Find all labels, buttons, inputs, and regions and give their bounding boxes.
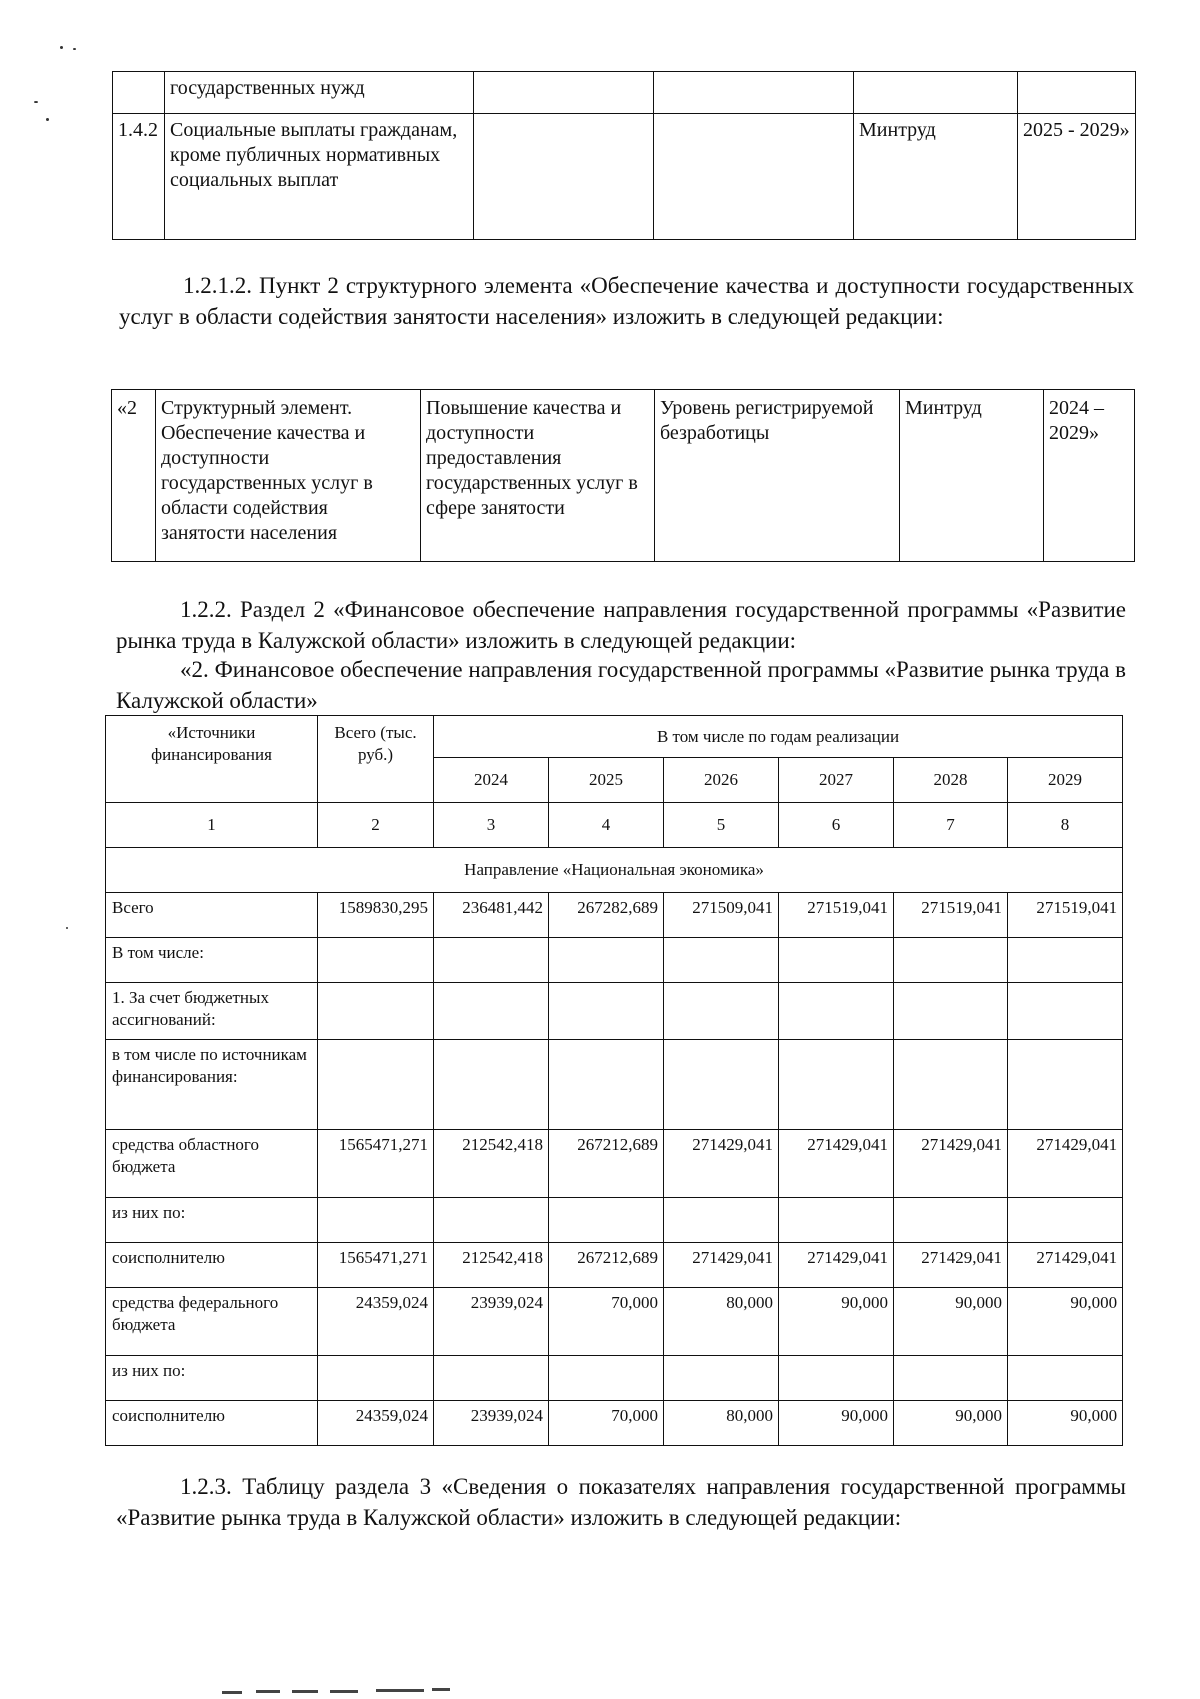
year-header: 2025 <box>549 758 664 803</box>
value-cell: 80,000 <box>664 1288 779 1356</box>
value-cell <box>434 1198 549 1243</box>
value-cell: 70,000 <box>549 1401 664 1446</box>
indicator-cell: Уровень регистрируемой безработицы <box>655 390 900 562</box>
table-cell <box>474 114 654 240</box>
table-row <box>106 1401 1123 1446</box>
value-cell: 90,000 <box>779 1401 894 1446</box>
value-cell <box>434 1356 549 1401</box>
value-cell <box>664 1356 779 1401</box>
value-cell <box>1008 1040 1123 1130</box>
table-row <box>106 1288 1123 1356</box>
value-cell: 267282,689 <box>549 893 664 938</box>
value-cell <box>664 938 779 983</box>
value-cell <box>894 938 1008 983</box>
value-cell: 1565471,271 <box>318 1130 434 1198</box>
value-cell <box>779 938 894 983</box>
table-row <box>113 72 1136 114</box>
structural-element-table <box>111 389 1135 562</box>
value-cell: 271429,041 <box>664 1130 779 1198</box>
value-cell: 212542,418 <box>434 1243 549 1288</box>
value-cell: 1589830,295 <box>318 893 434 938</box>
scan-mark <box>222 1691 242 1694</box>
period-cell: 2024 – 2029» <box>1044 390 1135 562</box>
scan-speck <box>66 927 68 929</box>
year-header: 2024 <box>434 758 549 803</box>
value-cell: 271429,041 <box>779 1243 894 1288</box>
value-cell <box>318 1198 434 1243</box>
scan-mark <box>432 1688 450 1691</box>
row-label: из них по: <box>106 1356 318 1401</box>
value-cell <box>894 983 1008 1040</box>
value-cell: 271429,041 <box>779 1130 894 1198</box>
scan-mark <box>256 1690 280 1693</box>
table-cell <box>654 72 854 114</box>
value-cell: 271429,041 <box>894 1243 1008 1288</box>
row-label: средства федерального бюджета <box>106 1288 318 1356</box>
scan-speck <box>46 118 49 121</box>
value-cell: 90,000 <box>894 1401 1008 1446</box>
value-cell: 23939,024 <box>434 1288 549 1356</box>
value-cell <box>1008 1198 1123 1243</box>
value-cell: 271429,041 <box>1008 1130 1123 1198</box>
table-cell <box>654 114 854 240</box>
column-number: 1 <box>106 803 318 848</box>
header-years-group: В том числе по годам реализации <box>434 716 1123 758</box>
value-cell: 271519,041 <box>779 893 894 938</box>
value-cell <box>664 1040 779 1130</box>
value-cell: 23939,024 <box>434 1401 549 1446</box>
table-cell <box>474 72 654 114</box>
row-label: В том числе: <box>106 938 318 983</box>
column-number: 3 <box>434 803 549 848</box>
value-cell <box>1008 938 1123 983</box>
value-cell: 80,000 <box>664 1401 779 1446</box>
row-number: 1.4.2 <box>113 114 165 240</box>
element-name: Структурный элемент. Обеспечение качества и доступности государственных услуг в области содействия занятости населения <box>156 390 421 562</box>
value-cell <box>318 1040 434 1130</box>
value-cell <box>894 1040 1008 1130</box>
value-cell <box>779 1040 894 1130</box>
scan-speck <box>60 46 63 49</box>
column-number: 2 <box>318 803 434 848</box>
value-cell <box>318 1356 434 1401</box>
year-header: 2029 <box>1008 758 1123 803</box>
table-row <box>106 893 1123 938</box>
direction-row <box>106 848 1123 893</box>
value-cell: 90,000 <box>894 1288 1008 1356</box>
column-number-row <box>106 803 1123 848</box>
value-cell <box>894 1198 1008 1243</box>
table-row <box>106 1356 1123 1401</box>
value-cell <box>549 1356 664 1401</box>
value-cell <box>549 1040 664 1130</box>
row-label: средства областного бюджета <box>106 1130 318 1198</box>
year-header: 2027 <box>779 758 894 803</box>
row-label: Всего <box>106 893 318 938</box>
scan-speck <box>73 48 76 50</box>
row-label: соисполнителю <box>106 1401 318 1446</box>
header-row <box>106 716 1123 758</box>
value-cell: 271429,041 <box>894 1130 1008 1198</box>
row-label: 1. За счет бюджетных ассигнований: <box>106 983 318 1040</box>
value-cell <box>434 938 549 983</box>
value-cell <box>549 1198 664 1243</box>
paragraph-1-2-1-2: 1.2.1.2. Пункт 2 структурного элемента «Обеспечение качества и доступности государственных услуг в области содействия занятости населения» изложить в следующей редакции: <box>119 273 1134 329</box>
value-cell: 24359,024 <box>318 1288 434 1356</box>
value-cell <box>664 983 779 1040</box>
value-cell <box>318 938 434 983</box>
value-cell: 271509,041 <box>664 893 779 938</box>
period-cell: 2025 - 2029» <box>1018 114 1136 240</box>
table-row <box>113 114 1136 240</box>
column-number: 8 <box>1008 803 1123 848</box>
scan-mark <box>292 1690 318 1693</box>
value-cell: 236481,442 <box>434 893 549 938</box>
header-total: Всего (тыс. руб.) <box>318 716 434 803</box>
executor-cell <box>854 72 1018 114</box>
value-cell <box>779 1198 894 1243</box>
value-cell: 90,000 <box>779 1288 894 1356</box>
value-cell <box>549 938 664 983</box>
value-cell <box>318 983 434 1040</box>
value-cell <box>434 1040 549 1130</box>
measure-name: Социальные выплаты гражданам, кроме публичных нормативных социальных выплат <box>165 114 474 240</box>
year-header: 2026 <box>664 758 779 803</box>
value-cell: 271429,041 <box>1008 1243 1123 1288</box>
value-cell: 90,000 <box>1008 1401 1123 1446</box>
row-number: «2 <box>112 390 156 562</box>
value-cell <box>894 1356 1008 1401</box>
header-sources: «Источники финансирования <box>106 716 318 803</box>
task-cell: Повышение качества и доступности предоставления государственных услуг в сфере занятости <box>421 390 655 562</box>
value-cell <box>1008 983 1123 1040</box>
value-cell <box>549 983 664 1040</box>
value-cell: 24359,024 <box>318 1401 434 1446</box>
table-row <box>106 1198 1123 1243</box>
measures-table-continuation <box>112 71 1136 240</box>
column-number: 5 <box>664 803 779 848</box>
value-cell: 90,000 <box>1008 1288 1123 1356</box>
value-cell: 271519,041 <box>1008 893 1123 938</box>
period-cell <box>1018 72 1136 114</box>
value-cell: 267212,689 <box>549 1130 664 1198</box>
financing-rows <box>106 893 1123 1446</box>
scan-speck <box>34 101 38 103</box>
paragraph-1-2-3: 1.2.3. Таблицу раздела 3 «Сведения о показателях направления государственной программы «Развитие рынка труда в Калужской области» изложить в следующей редакции: <box>116 1474 1126 1530</box>
value-cell <box>1008 1356 1123 1401</box>
section-2-heading: «2. Финансовое обеспечение направления государственной программы «Развитие рынка труда в Калужской области» <box>116 657 1126 713</box>
table-row <box>106 1130 1123 1198</box>
value-cell <box>779 983 894 1040</box>
measure-name: государственных нужд <box>165 72 474 114</box>
value-cell <box>434 983 549 1040</box>
value-cell: 271519,041 <box>894 893 1008 938</box>
column-number: 4 <box>549 803 664 848</box>
year-header: 2028 <box>894 758 1008 803</box>
row-label: из них по: <box>106 1198 318 1243</box>
value-cell <box>779 1356 894 1401</box>
value-cell: 1565471,271 <box>318 1243 434 1288</box>
table-row <box>106 983 1123 1040</box>
direction-title: Направление «Национальная экономика» <box>106 848 1123 893</box>
executor-cell: Минтруд <box>854 114 1018 240</box>
value-cell: 70,000 <box>549 1288 664 1356</box>
value-cell <box>664 1198 779 1243</box>
table-row <box>112 390 1135 562</box>
financing-table <box>105 715 1123 1446</box>
scan-mark <box>376 1689 424 1692</box>
scan-mark <box>330 1690 358 1693</box>
value-cell: 267212,689 <box>549 1243 664 1288</box>
value-cell: 271429,041 <box>664 1243 779 1288</box>
column-number: 7 <box>894 803 1008 848</box>
table-row <box>106 1040 1123 1130</box>
value-cell: 212542,418 <box>434 1130 549 1198</box>
row-number <box>113 72 165 114</box>
row-label: соисполнителю <box>106 1243 318 1288</box>
row-label: в том числе по источникам финансирования: <box>106 1040 318 1130</box>
table-row <box>106 938 1123 983</box>
executor-cell: Минтруд <box>900 390 1044 562</box>
column-number: 6 <box>779 803 894 848</box>
table-row <box>106 1243 1123 1288</box>
paragraph-1-2-2: 1.2.2. Раздел 2 «Финансовое обеспечение направления государственной программы «Развитие рынка труда в Калужской области» изложить в следующей редакции: <box>116 597 1126 653</box>
